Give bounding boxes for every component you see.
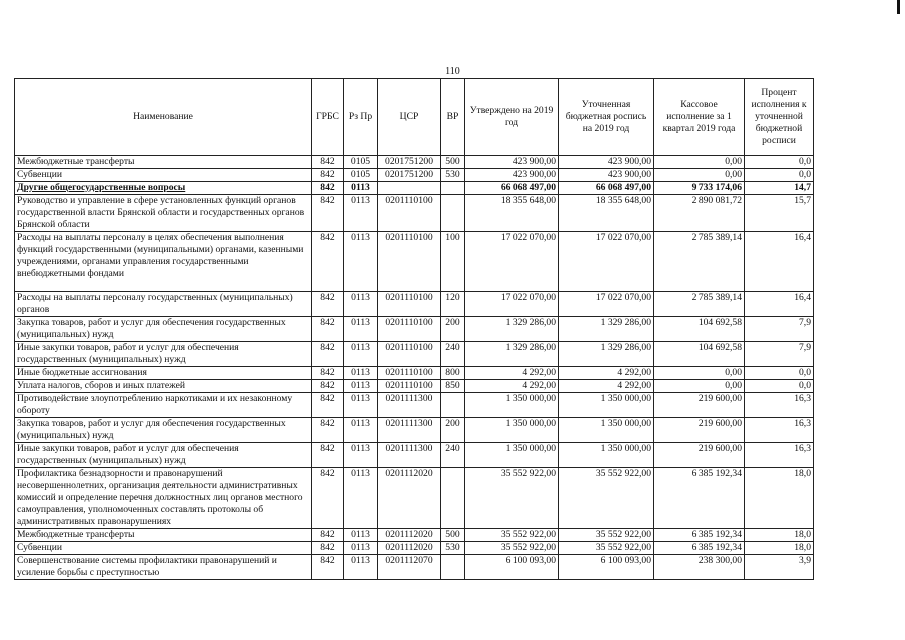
cell-grbs: 842 — [312, 232, 344, 292]
cell-refined: 4 292,00 — [559, 380, 654, 393]
cell-cash: 2 785 389,14 — [654, 292, 745, 317]
cell-cash: 6 385 192,34 — [654, 542, 745, 555]
cell-csr: 0201112020 — [378, 529, 441, 542]
cell-approved: 35 552 922,00 — [465, 468, 559, 529]
cell-percent: 7,9 — [745, 317, 814, 342]
cell-name: Другие общегосударственные вопросы — [15, 182, 312, 195]
cell-vr: 500 — [441, 156, 465, 169]
cell-vr: 100 — [441, 232, 465, 292]
cell-name: Расходы на выплаты персоналу в целях обеспечения выполнения функций государственными (муниципальными) органами, казенными учреждениями, органами управления государственными внебюджетными фондами — [15, 232, 312, 292]
cell-csr: 0201110100 — [378, 342, 441, 367]
cell-name: Руководство и управление в сфере установленных функций органов государственной власти Брянской области и государственных органов Брянской области — [15, 195, 312, 232]
table-row — [15, 393, 814, 418]
cell-refined: 423 900,00 — [559, 169, 654, 182]
header-percent: Процент исполнения к уточненной бюджетной росписи — [745, 79, 814, 156]
budget-table — [14, 78, 814, 580]
header-cash: Кассовое исполнение за 1 квартал 2019 года — [654, 79, 745, 156]
cell-rz-pr: 0113 — [344, 443, 378, 468]
cell-percent: 14,7 — [745, 182, 814, 195]
cell-cash: 219 600,00 — [654, 393, 745, 418]
cell-name: Межбюджетные трансферты — [15, 529, 312, 542]
cell-refined: 35 552 922,00 — [559, 529, 654, 542]
scan-edge-mark — [897, 0, 900, 14]
cell-name: Иные закупки товаров, работ и услуг для обеспечения государственных (муниципальных) нужд — [15, 443, 312, 468]
cell-vr: 240 — [441, 342, 465, 367]
cell-approved: 6 100 093,00 — [465, 555, 559, 580]
cell-grbs: 842 — [312, 418, 344, 443]
table-row — [15, 380, 814, 393]
cell-cash: 0,00 — [654, 367, 745, 380]
cell-refined: 1 329 286,00 — [559, 317, 654, 342]
cell-csr: 0201111300 — [378, 393, 441, 418]
cell-refined: 17 022 070,00 — [559, 292, 654, 317]
cell-vr: 850 — [441, 380, 465, 393]
table-row — [15, 317, 814, 342]
cell-rz-pr: 0113 — [344, 317, 378, 342]
cell-percent: 18,0 — [745, 529, 814, 542]
cell-approved: 4 292,00 — [465, 380, 559, 393]
cell-refined: 66 068 497,00 — [559, 182, 654, 195]
cell-rz-pr: 0105 — [344, 169, 378, 182]
cell-vr: 500 — [441, 529, 465, 542]
cell-vr: 800 — [441, 367, 465, 380]
cell-approved: 66 068 497,00 — [465, 182, 559, 195]
cell-cash: 0,00 — [654, 169, 745, 182]
page-number: 110 — [445, 66, 460, 77]
table-row — [15, 156, 814, 169]
cell-cash: 0,00 — [654, 156, 745, 169]
cell-rz-pr: 0113 — [344, 182, 378, 195]
table-row — [15, 367, 814, 380]
cell-vr: 200 — [441, 317, 465, 342]
cell-vr — [441, 393, 465, 418]
cell-percent: 0,0 — [745, 380, 814, 393]
cell-name: Субвенции — [15, 542, 312, 555]
cell-csr: 0201110100 — [378, 195, 441, 232]
cell-rz-pr: 0113 — [344, 468, 378, 529]
cell-name: Иные бюджетные ассигнования — [15, 367, 312, 380]
cell-approved: 423 900,00 — [465, 169, 559, 182]
cell-rz-pr: 0113 — [344, 542, 378, 555]
cell-csr: 0201112070 — [378, 555, 441, 580]
table-row — [15, 443, 814, 468]
cell-refined: 1 350 000,00 — [559, 443, 654, 468]
cell-name: Субвенции — [15, 169, 312, 182]
cell-percent: 16,4 — [745, 232, 814, 292]
cell-cash: 104 692,58 — [654, 317, 745, 342]
header-grbs: ГРБС — [312, 79, 344, 156]
cell-rz-pr: 0113 — [344, 195, 378, 232]
cell-grbs: 842 — [312, 182, 344, 195]
cell-vr: 530 — [441, 542, 465, 555]
cell-percent: 0,0 — [745, 367, 814, 380]
cell-cash: 0,00 — [654, 380, 745, 393]
cell-percent: 0,0 — [745, 169, 814, 182]
cell-approved: 17 022 070,00 — [465, 292, 559, 317]
cell-name: Расходы на выплаты персоналу государственных (муниципальных) органов — [15, 292, 312, 317]
cell-grbs: 842 — [312, 156, 344, 169]
table-row — [15, 169, 814, 182]
table-row — [15, 529, 814, 542]
cell-cash: 6 385 192,34 — [654, 468, 745, 529]
cell-rz-pr: 0113 — [344, 555, 378, 580]
table-body — [15, 156, 814, 580]
cell-name: Межбюджетные трансферты — [15, 156, 312, 169]
cell-approved: 35 552 922,00 — [465, 542, 559, 555]
cell-percent: 16,4 — [745, 292, 814, 317]
cell-approved: 35 552 922,00 — [465, 529, 559, 542]
cell-vr — [441, 468, 465, 529]
cell-csr: 0201110100 — [378, 367, 441, 380]
cell-grbs: 842 — [312, 292, 344, 317]
cell-refined: 1 329 286,00 — [559, 342, 654, 367]
cell-vr — [441, 555, 465, 580]
cell-name: Закупка товаров, работ и услуг для обеспечения государственных (муниципальных) нужд — [15, 418, 312, 443]
cell-percent: 18,0 — [745, 468, 814, 529]
cell-refined: 1 350 000,00 — [559, 393, 654, 418]
cell-rz-pr: 0113 — [344, 232, 378, 292]
cell-grbs: 842 — [312, 380, 344, 393]
cell-percent: 7,9 — [745, 342, 814, 367]
cell-rz-pr: 0113 — [344, 342, 378, 367]
cell-refined: 17 022 070,00 — [559, 232, 654, 292]
table-row — [15, 232, 814, 292]
cell-refined: 18 355 648,00 — [559, 195, 654, 232]
cell-csr: 0201112020 — [378, 468, 441, 529]
cell-percent: 15,7 — [745, 195, 814, 232]
cell-grbs: 842 — [312, 555, 344, 580]
cell-approved: 423 900,00 — [465, 156, 559, 169]
cell-approved: 1 350 000,00 — [465, 393, 559, 418]
cell-percent: 16,3 — [745, 393, 814, 418]
cell-rz-pr: 0113 — [344, 380, 378, 393]
cell-name: Противодействие злоупотреблению наркотиками и их незаконному обороту — [15, 393, 312, 418]
cell-refined: 4 292,00 — [559, 367, 654, 380]
cell-approved: 17 022 070,00 — [465, 232, 559, 292]
cell-grbs: 842 — [312, 468, 344, 529]
cell-cash: 219 600,00 — [654, 418, 745, 443]
cell-percent: 3,9 — [745, 555, 814, 580]
cell-vr: 200 — [441, 418, 465, 443]
header-rz-pr: Рз Пр — [344, 79, 378, 156]
cell-grbs: 842 — [312, 195, 344, 232]
cell-vr — [441, 182, 465, 195]
cell-refined: 6 100 093,00 — [559, 555, 654, 580]
header-refined: Уточненная бюджетная роспись на 2019 год — [559, 79, 654, 156]
cell-vr: 530 — [441, 169, 465, 182]
header-approved: Утверждено на 2019 год — [465, 79, 559, 156]
cell-vr — [441, 195, 465, 232]
cell-csr: 0201111300 — [378, 443, 441, 468]
cell-cash: 219 600,00 — [654, 443, 745, 468]
cell-refined: 35 552 922,00 — [559, 468, 654, 529]
cell-grbs: 842 — [312, 342, 344, 367]
table-row — [15, 292, 814, 317]
cell-grbs: 842 — [312, 367, 344, 380]
cell-vr: 240 — [441, 443, 465, 468]
cell-csr: 0201110100 — [378, 232, 441, 292]
header-name: Наименование — [15, 79, 312, 156]
cell-percent: 16,3 — [745, 418, 814, 443]
cell-refined: 35 552 922,00 — [559, 542, 654, 555]
cell-csr: 0201112020 — [378, 542, 441, 555]
cell-grbs: 842 — [312, 169, 344, 182]
cell-name: Уплата налогов, сборов и иных платежей — [15, 380, 312, 393]
cell-grbs: 842 — [312, 393, 344, 418]
cell-grbs: 842 — [312, 529, 344, 542]
table-row — [15, 542, 814, 555]
cell-refined: 423 900,00 — [559, 156, 654, 169]
table-row — [15, 418, 814, 443]
table-row — [15, 468, 814, 529]
table-row — [15, 342, 814, 367]
cell-grbs: 842 — [312, 317, 344, 342]
header-csr: ЦСР — [378, 79, 441, 156]
cell-cash: 104 692,58 — [654, 342, 745, 367]
cell-cash: 2 890 081,72 — [654, 195, 745, 232]
table-header-row — [15, 79, 814, 156]
cell-name: Закупка товаров, работ и услуг для обеспечения государственных (муниципальных) нужд — [15, 317, 312, 342]
cell-csr — [378, 182, 441, 195]
cell-cash: 9 733 174,06 — [654, 182, 745, 195]
cell-rz-pr: 0113 — [344, 529, 378, 542]
cell-rz-pr: 0113 — [344, 418, 378, 443]
cell-percent: 18,0 — [745, 542, 814, 555]
cell-cash: 238 300,00 — [654, 555, 745, 580]
cell-name: Профилактика безнадзорности и правонарушений несовершеннолетних, организация деятельности административных комиссий и определение перечня должностных лиц органов местного самоуправления, уполномоченных составлять протоколы об административных правонарушениях — [15, 468, 312, 529]
cell-approved: 1 350 000,00 — [465, 443, 559, 468]
cell-csr: 0201110100 — [378, 380, 441, 393]
header-vr: ВР — [441, 79, 465, 156]
cell-percent: 16,3 — [745, 443, 814, 468]
cell-rz-pr: 0113 — [344, 367, 378, 380]
cell-rz-pr: 0113 — [344, 292, 378, 317]
table-row — [15, 555, 814, 580]
cell-percent: 0,0 — [745, 156, 814, 169]
cell-rz-pr: 0113 — [344, 393, 378, 418]
cell-csr: 0201751200 — [378, 156, 441, 169]
cell-csr: 0201110100 — [378, 317, 441, 342]
cell-approved: 1 350 000,00 — [465, 418, 559, 443]
cell-cash: 6 385 192,34 — [654, 529, 745, 542]
table-row — [15, 195, 814, 232]
cell-csr: 0201111300 — [378, 418, 441, 443]
cell-csr: 0201751200 — [378, 169, 441, 182]
cell-refined: 1 350 000,00 — [559, 418, 654, 443]
cell-approved: 4 292,00 — [465, 367, 559, 380]
cell-approved: 1 329 286,00 — [465, 342, 559, 367]
cell-name: Совершенствование системы профилактики правонарушений и усиление борьбы с преступностью — [15, 555, 312, 580]
cell-approved: 1 329 286,00 — [465, 317, 559, 342]
cell-vr: 120 — [441, 292, 465, 317]
cell-grbs: 842 — [312, 443, 344, 468]
cell-grbs: 842 — [312, 542, 344, 555]
cell-rz-pr: 0105 — [344, 156, 378, 169]
table-row — [15, 182, 814, 195]
cell-cash: 2 785 389,14 — [654, 232, 745, 292]
cell-approved: 18 355 648,00 — [465, 195, 559, 232]
cell-name: Иные закупки товаров, работ и услуг для обеспечения государственных (муниципальных) нужд — [15, 342, 312, 367]
cell-csr: 0201110100 — [378, 292, 441, 317]
